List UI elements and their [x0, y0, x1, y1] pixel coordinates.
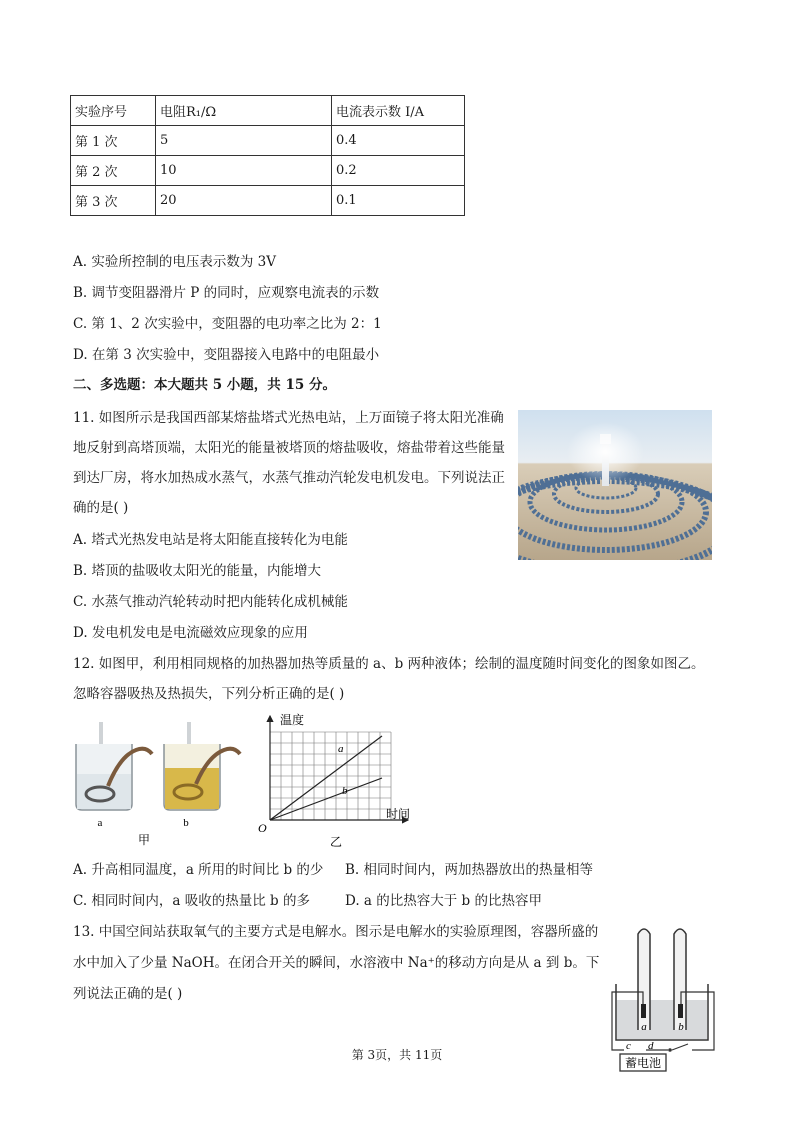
terminal-d-label: d	[648, 1040, 654, 1052]
q11-stem-line: 11. 如图所示是我国西部某熔盐塔式光热电站，上万面镜子将太阳光准确	[73, 410, 504, 426]
q11-option-c: C. 水蒸气推动汽轮转动时把内能转化成机械能	[73, 594, 348, 610]
graph-y-label: 温度	[280, 713, 305, 727]
table-cell: 20	[156, 186, 332, 216]
table-row	[71, 126, 465, 156]
table-header-cell: 电流表示数 I/A	[332, 96, 465, 126]
experiment-table	[70, 95, 465, 216]
table-row	[71, 186, 465, 216]
q12-option-b: B. 相同时间内，两加热器放出的热量相等	[345, 862, 594, 878]
table-cell: 10	[156, 156, 332, 186]
table-header-row	[71, 96, 465, 126]
table-row	[71, 156, 465, 186]
table-cell: 5	[156, 126, 332, 156]
temperature-time-graph	[250, 710, 430, 850]
terminal-c-label: c	[626, 1040, 631, 1052]
electrode-b-label: b	[678, 1021, 684, 1033]
battery-label: 蓄电池	[624, 1056, 662, 1070]
beakers-figure	[64, 716, 254, 846]
q12-option-d: D. a 的比热容大于 b 的比热容甲	[345, 893, 542, 909]
table-cell: 第 2 次	[71, 156, 156, 186]
q11-stem-line: 到达厂房，将水加热成水蒸气，水蒸气推动汽轮发电机发电。下列说法正	[73, 470, 505, 486]
q11-option-b: B. 塔顶的盐吸收太阳光的能量，内能增大	[73, 563, 322, 579]
q10-option-c: C. 第 1、2 次实验中，变阻器的电功率之比为 2：1	[73, 316, 382, 332]
q12-option-c: C. 相同时间内，a 吸收的热量比 b 的多	[73, 893, 310, 909]
beaker-b-label: b	[183, 817, 189, 829]
line-a	[270, 736, 382, 820]
table-cell: 0.1	[332, 186, 465, 216]
line-b-label: b	[342, 785, 348, 797]
section-title: 二、多选题：本大题共 5 小题，共 15 分。	[73, 377, 336, 393]
table-cell: 0.2	[332, 156, 465, 186]
q11-option-d: D. 发电机发电是电流磁效应现象的应用	[73, 625, 308, 641]
figure-yi-label: 乙	[330, 835, 343, 849]
q13-stem-line: 列说法正确的是( )	[73, 986, 183, 1002]
q10-option-b: B. 调节变阻器滑片 P 的同时，应观察电流表的示数	[73, 285, 380, 301]
q11-stem-line: 地反射到高塔顶端，太阳光的能量被塔顶的熔盐吸收，熔盐带着这些能量	[73, 440, 505, 456]
beaker-a-icon	[76, 722, 152, 810]
figure-jia-label: 甲	[137, 833, 151, 846]
graph-origin-label: O	[258, 821, 267, 835]
line-a-label: a	[338, 743, 344, 755]
q12-stem-line: 忽略容器吸热及热损失，下列分析正确的是( )	[73, 686, 345, 702]
q13-stem-line: 水中加入了少量 NaOH。在闭合开关的瞬间，水溶液中 Na⁺的移动方向是从 a 到 b。下	[73, 955, 600, 971]
table-cell: 第 1 次	[71, 126, 156, 156]
beaker-b-icon	[164, 722, 240, 810]
q11-option-a: A. 塔式光热发电站是将太阳能直接转化为电能	[73, 532, 348, 548]
beaker-a-label: a	[97, 817, 103, 829]
table-cell: 0.4	[332, 126, 465, 156]
table-header-cell: 实验序号	[71, 96, 156, 126]
q13-stem-line: 13. 中国空间站获取氧气的主要方式是电解水。图示是电解水的实验原理图，容器所盛的	[73, 924, 599, 940]
graph-x-label: 时间	[386, 807, 411, 821]
line-b	[270, 778, 382, 820]
page-footer: 第 3页，共 11页	[351, 1048, 443, 1062]
electrode-a-label: a	[641, 1021, 647, 1033]
table-header-cell: 电阻R₁/Ω	[156, 96, 332, 126]
solar-plant-photo	[518, 410, 712, 560]
table-cell: 第 3 次	[71, 186, 156, 216]
q10-option-a: A. 实验所控制的电压表示数为 3V	[73, 254, 276, 270]
q12-stem-line: 12. 如图甲，利用相同规格的加热器加热等质量的 a、b 两种液体；绘制的温度随时间变化的图象如图乙。	[73, 656, 705, 672]
q10-option-d: D. 在第 3 次实验中，变阻器接入电路中的电阻最小	[73, 347, 380, 363]
q12-option-a: A. 升高相同温度，a 所用的时间比 b 的少	[73, 862, 324, 878]
q11-stem-line: 确的是( )	[73, 500, 129, 516]
